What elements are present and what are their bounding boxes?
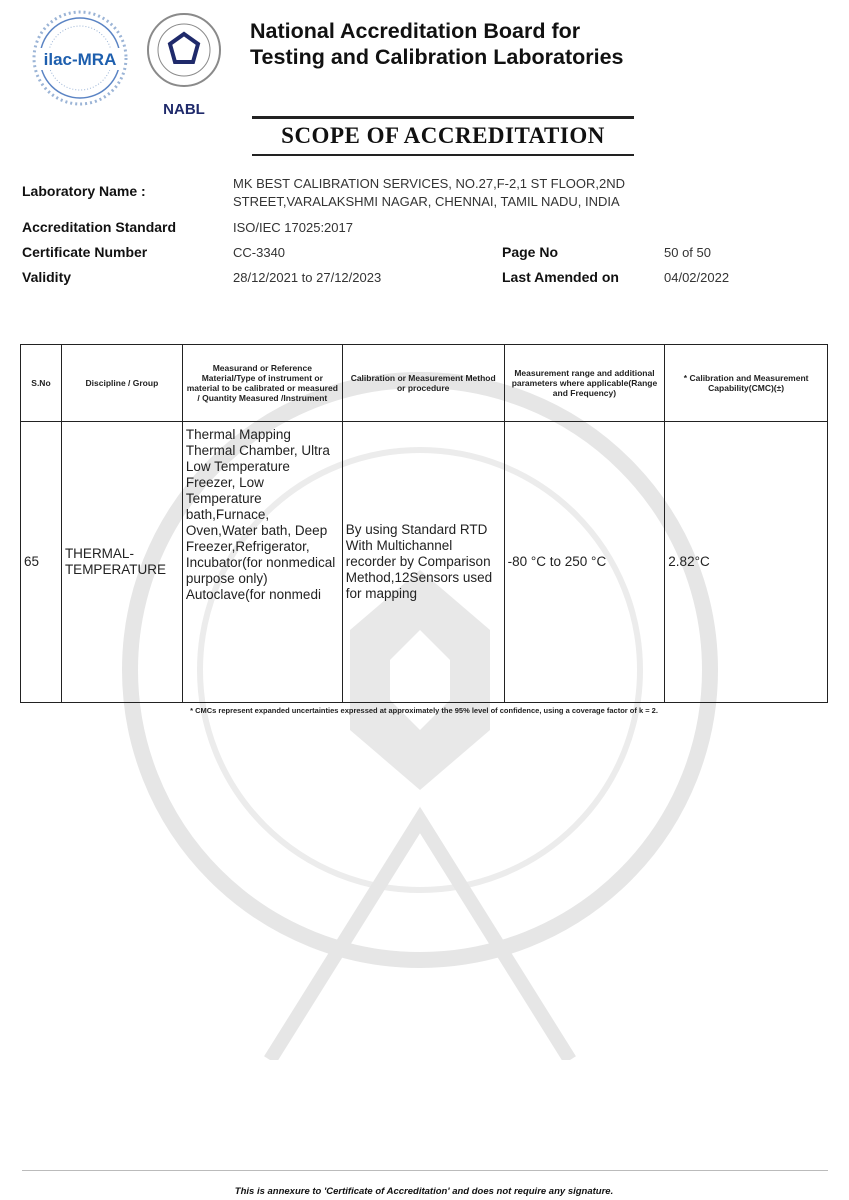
certificate-label: Certificate Number bbox=[22, 244, 148, 260]
scope-table bbox=[20, 344, 828, 703]
footer-divider bbox=[22, 1170, 828, 1171]
certificate-value: CC-3340 bbox=[233, 245, 286, 260]
cell-discipline: THERMAL-TEMPERATURE bbox=[61, 422, 182, 703]
laboratory-name-value bbox=[233, 175, 793, 211]
board-name-line2: Testing and Calibration Laboratories bbox=[250, 45, 624, 69]
amended-value: 04/02/2022 bbox=[664, 270, 730, 285]
header-sno: S.No bbox=[21, 345, 62, 422]
cell-range: -80 °C to 250 °C bbox=[504, 422, 665, 703]
cmc-footnote: * CMCs represent expanded uncertainties expressed at approximately the 95% level of confidence, using a coverage factor of k = 2. bbox=[190, 706, 658, 715]
cell-sno: 65 bbox=[21, 422, 62, 703]
validity-label: Validity bbox=[22, 269, 72, 285]
laboratory-name-label: Laboratory Name : bbox=[22, 183, 146, 199]
svg-text:NABL: NABL bbox=[163, 101, 205, 118]
ilac-mra-logo-icon bbox=[30, 8, 130, 108]
board-name bbox=[250, 18, 810, 70]
laboratory-name-line1: MK BEST CALIBRATION SERVICES, NO.27,F-2,1 ST FLOOR,2ND bbox=[233, 176, 626, 191]
title-bottom-rule bbox=[252, 154, 634, 156]
svg-text:ilac-MRA: ilac-MRA bbox=[43, 50, 117, 69]
header-method: Calibration or Measurement Method or procedure bbox=[342, 345, 504, 422]
footer-note: This is annexure to 'Certificate of Accreditation' and does not require any signature. bbox=[234, 1186, 614, 1197]
page-value: 50 of 50 bbox=[664, 245, 711, 260]
document-title: SCOPE OF ACCREDITATION bbox=[281, 123, 605, 148]
header-measurand: Measurand or Reference Material/Type of instrument or material to be calibrated or measured / Quantity Measured /Instrument bbox=[182, 345, 342, 422]
page-label: Page No bbox=[502, 244, 559, 260]
document-title-block bbox=[252, 116, 634, 156]
amended-label: Last Amended on bbox=[502, 269, 619, 285]
cell-method: By using Standard RTD With Multichannel recorder by Comparison Method,12Sensors used for mapping bbox=[342, 422, 504, 703]
nabl-logo-icon bbox=[145, 10, 223, 120]
standard-value: ISO/IEC 17025:2017 bbox=[233, 220, 353, 235]
table-row bbox=[21, 422, 828, 703]
board-name-line1: National Accreditation Board for bbox=[250, 19, 581, 43]
validity-value: 28/12/2021 to 27/12/2023 bbox=[233, 270, 382, 285]
laboratory-name-line2: STREET,VARALAKSHMI NAGAR, CHENNAI, TAMIL NADU, INDIA bbox=[233, 194, 620, 209]
cell-measurand: Thermal Mapping Thermal Chamber, Ultra Low Temperature Freezer, Low Temperature bath,Furnace, Oven,Water bath, Deep Freezer,Refrigerator, Incubator(for nonmedical purpose only) Autoclave(for nonmedi bbox=[182, 422, 342, 703]
header-discipline: Discipline / Group bbox=[61, 345, 182, 422]
header-cmc: * Calibration and Measurement Capability(CMC)(±) bbox=[665, 345, 828, 422]
cell-cmc: 2.82°C bbox=[665, 422, 828, 703]
table-header-row bbox=[21, 345, 828, 422]
header-range: Measurement range and additional parameters where applicable(Range and Frequency) bbox=[504, 345, 665, 422]
standard-label: Accreditation Standard bbox=[22, 219, 177, 235]
